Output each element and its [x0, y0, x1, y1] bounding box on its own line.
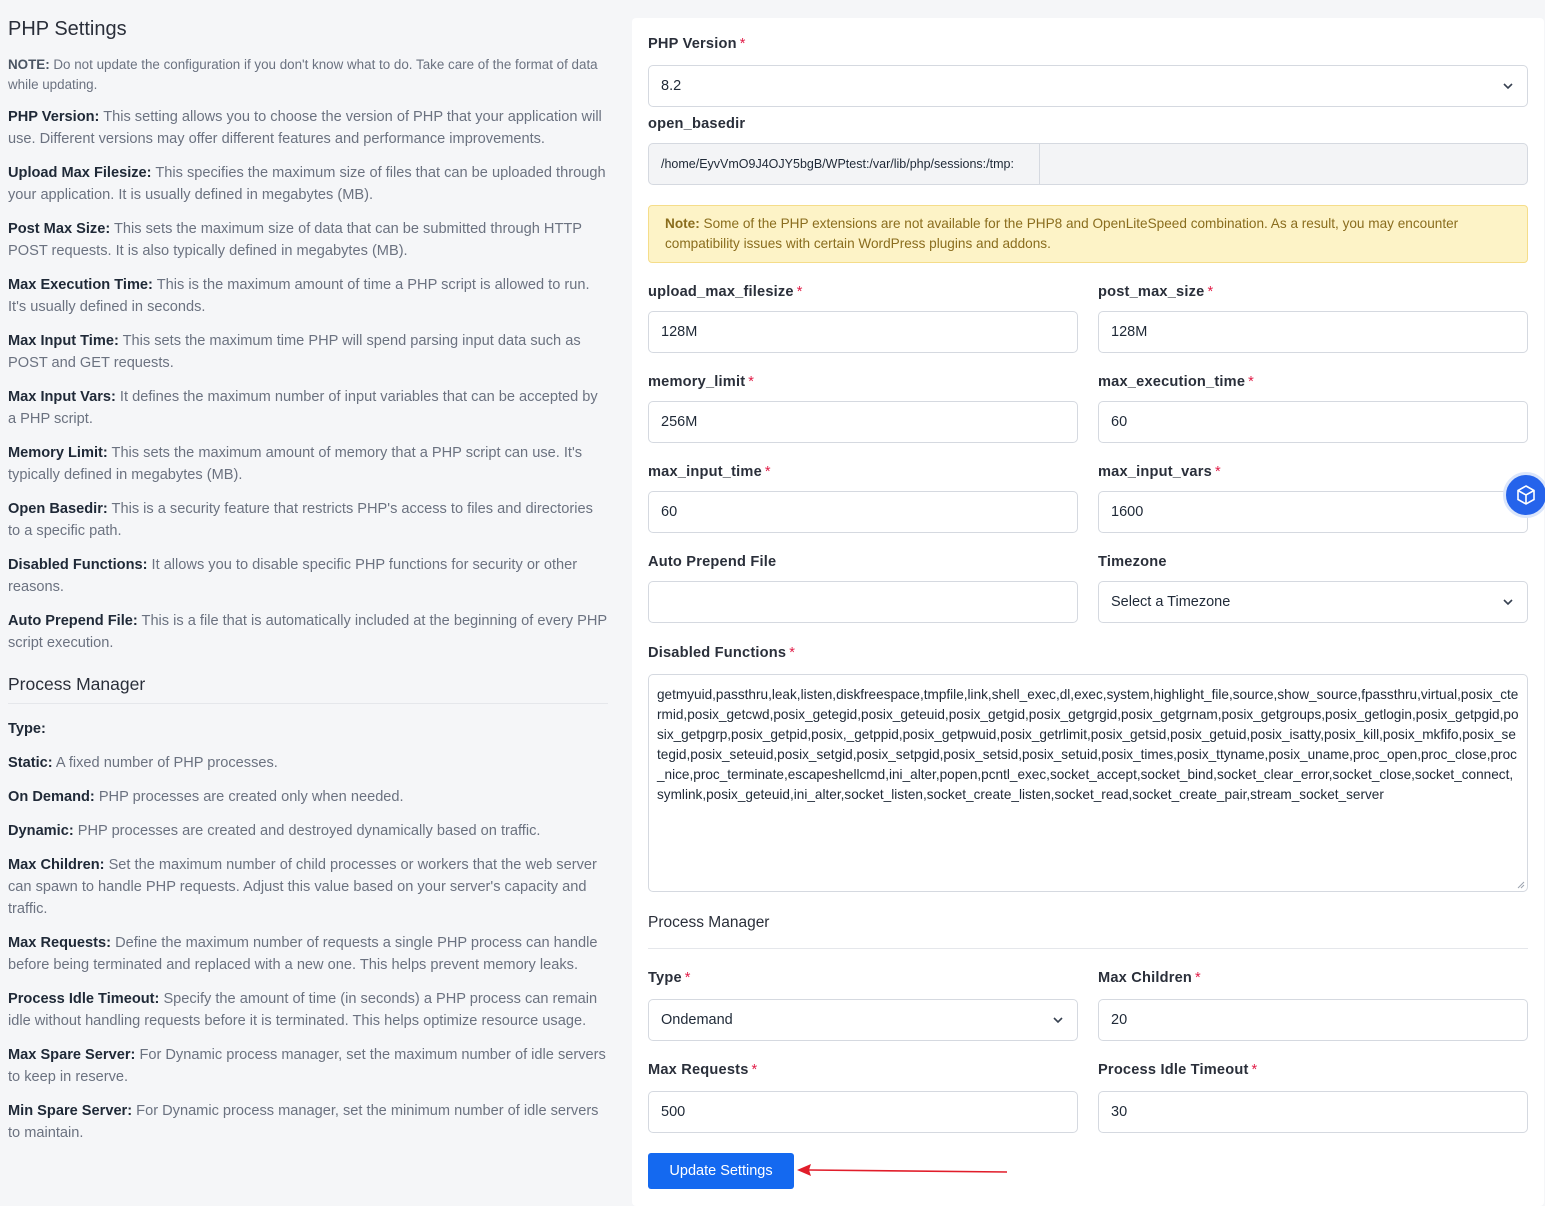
help-item-label: PHP Version: — [8, 109, 100, 125]
note-label: NOTE: — [8, 57, 50, 72]
help-item — [8, 820, 608, 842]
help-item-label: Max Execution Time: — [8, 277, 153, 293]
type-select[interactable] — [648, 999, 1078, 1041]
chevron-down-icon — [1501, 595, 1515, 609]
note-body: Do not update the configuration if you don't know what to do. Take care of the format of data while updating. — [8, 57, 598, 92]
idle-timeout-label: Process Idle Timeout * — [1098, 1062, 1258, 1078]
floating-help-button[interactable] — [1503, 472, 1545, 518]
help-item-label: Post Max Size: — [8, 221, 111, 237]
warning-text: Some of the PHP extensions are not available for the PHP8 and OpenLiteSpeed combination. As a result, you may encounter compatibility issues with certain WordPress plugins and addons. — [665, 216, 1459, 251]
note-text — [8, 55, 608, 95]
auto-prepend-label: Auto Prepend File — [648, 554, 777, 570]
open-basedir-field[interactable] — [648, 143, 1528, 185]
help-item-text: It defines the maximum number of input variables that can be accepted by a PHP script. — [8, 389, 598, 427]
help-item — [8, 610, 608, 654]
max-execution-time-input[interactable]: 60 — [1098, 401, 1528, 443]
help-item-label: Disabled Functions: — [8, 557, 148, 573]
help-item-text: This is a security feature that restricts PHP's access to files and directories to a specific path. — [8, 501, 593, 539]
help-item-label: Process Idle Timeout: — [8, 991, 160, 1007]
disabled-functions-value: getmyuid,passthru,leak,listen,diskfreespace,tmpfile,link,shell_exec,dl,exec,system,highlight_file,source,show_source,fpassthru,virtual,posix_ctermid,posix_getcwd,posix_getegid,posix_geteuid,posix_getgid,posix_getgrgid,posix_getgrnam,posix_getgroups,posix_getlogin,posix_getpgid,posix_getpgrp,posix_getpid,posix,_getppid,posix_getpwuid,posix_getrlimit,posix_getsid,posix_getuid,posix_isatty,posix_kill,posix_mkfifo,posix_setegid,posix_seteuid,posix_setgid,posix_setpgid,posix_setsid,posix_setuid,posix_times,posix_ttyname,posix_uname,proc_open,proc_close,proc_nice,proc_terminate,escapeshellcmd,ini_alter,popen,pcntl_exec,socket_accept,socket_bind,socket_clear_error,socket_close,socket_connect,symlink,posix_geteuid,ini_alter,socket_listen,socket_create_listen,socket_read,socket_create_pair,stream_socket_server — [657, 687, 1519, 802]
help-item-text: It allows you to disable specific PHP functions for security or other reasons. — [8, 557, 578, 595]
help-item-label: Max Children: — [8, 857, 105, 873]
post-max-size-input[interactable]: 128M — [1098, 311, 1528, 353]
upload-max-filesize-label: upload_max_filesize * — [648, 284, 803, 300]
php-version-label: PHP Version * — [648, 36, 746, 52]
help-item — [8, 752, 608, 774]
help-item — [8, 932, 608, 976]
red-arrow-icon — [795, 1160, 1010, 1182]
resize-handle-icon[interactable] — [1517, 881, 1525, 889]
type-value: Ondemand — [661, 1012, 733, 1028]
help-item — [8, 442, 608, 486]
divider — [648, 948, 1528, 949]
help-pm-items — [8, 718, 608, 1144]
help-item — [8, 718, 608, 740]
help-item — [8, 498, 608, 542]
help-item — [8, 274, 608, 318]
open-basedir-label: open_basedir — [648, 116, 746, 132]
help-item — [8, 988, 608, 1032]
help-item-text: This is a file that is automatically included at the beginning of every PHP script execution. — [8, 613, 607, 651]
php-version-value: 8.2 — [661, 78, 682, 94]
help-item-label: Type: — [8, 721, 46, 737]
help-item-label: Min Spare Server: — [8, 1103, 133, 1119]
help-item — [8, 1100, 608, 1144]
idle-timeout-input[interactable]: 30 — [1098, 1091, 1528, 1133]
help-item-label: Upload Max Filesize: — [8, 165, 152, 181]
help-item-label: Dynamic: — [8, 823, 74, 839]
help-item-text: This setting allows you to choose the version of PHP that your application will use. Different versions may offer different features and performance improvements. — [8, 109, 602, 147]
help-item-label: Max Input Time: — [8, 333, 119, 349]
max-children-input[interactable]: 20 — [1098, 999, 1528, 1041]
php-version-select[interactable] — [648, 65, 1528, 107]
help-item-text: This sets the maximum size of data that can be submitted through HTTP POST requests. It is also typically defined in megabytes (MB). — [8, 221, 582, 259]
help-item — [8, 106, 608, 150]
help-pm-title: Process Manager — [8, 674, 608, 704]
help-item-label: Max Input Vars: — [8, 389, 116, 405]
help-item-text: PHP processes are created and destroyed dynamically based on traffic. — [77, 823, 541, 839]
help-item-text: This sets the maximum time PHP will spend parsing input data such as POST and GET requests. — [8, 333, 581, 371]
max-input-time-input[interactable]: 60 — [648, 491, 1078, 533]
max-children-label: Max Children * — [1098, 970, 1201, 986]
help-item-text: Define the maximum number of requests a single PHP process can handle before being terminated and replaced with a new one. This helps prevent memory leaks. — [8, 935, 598, 973]
help-items — [8, 106, 608, 654]
max-input-time-label: max_input_time * — [648, 464, 771, 480]
memory-limit-input[interactable]: 256M — [648, 401, 1078, 443]
chevron-down-icon — [1501, 79, 1515, 93]
type-label: Type * — [648, 970, 691, 986]
settings-form-card — [632, 18, 1544, 1206]
help-item-text: This sets the maximum amount of memory that a PHP script can use. It's typically defined in megabytes (MB). — [8, 445, 583, 483]
help-item-text: For Dynamic process manager, set the maximum number of idle servers to keep in reserve. — [8, 1047, 606, 1085]
help-item-label: Auto Prepend File: — [8, 613, 138, 629]
post-max-size-label: post_max_size * — [1098, 284, 1214, 300]
help-item-label: Max Requests: — [8, 935, 111, 951]
max-requests-input[interactable]: 500 — [648, 1091, 1078, 1133]
help-item — [8, 554, 608, 598]
help-item-text: Set the maximum number of child processes or workers that the web server can spawn to handle PHP requests. Adjust this value based on your server's capacity and traffic. — [8, 857, 597, 917]
help-item — [8, 1044, 608, 1088]
max-execution-time-label: max_execution_time * — [1098, 374, 1255, 390]
upload-max-filesize-input[interactable]: 128M — [648, 311, 1078, 353]
help-panel — [8, 18, 608, 1156]
disabled-functions-label: Disabled Functions * — [648, 645, 796, 661]
disabled-functions-textarea[interactable] — [648, 674, 1528, 892]
compatibility-warning — [648, 205, 1528, 263]
help-item-text: A fixed number of PHP processes. — [55, 755, 278, 771]
help-item — [8, 162, 608, 206]
max-input-vars-input[interactable]: 1600 — [1098, 491, 1528, 533]
open-basedir-value: /home/EyvVmO9J4OJY5bgB/WPtest:/var/lib/php/sessions:/tmp: — [649, 144, 1040, 184]
help-item-label: Open Basedir: — [8, 501, 108, 517]
help-item — [8, 330, 608, 374]
help-item-text: Specify the amount of time (in seconds) a PHP process can remain idle without handling requests before it is terminated. This helps optimize resource usage. — [8, 991, 598, 1029]
help-item-text: This is the maximum amount of time a PHP script is allowed to run. It's usually defined in seconds. — [8, 277, 590, 315]
help-item-label: Memory Limit: — [8, 445, 108, 461]
help-item — [8, 786, 608, 808]
timezone-value: Select a Timezone — [1111, 594, 1231, 610]
timezone-select[interactable] — [1098, 581, 1528, 623]
help-item-label: On Demand: — [8, 789, 95, 805]
update-settings-button[interactable]: Update Settings — [648, 1153, 794, 1189]
chevron-down-icon — [1051, 1013, 1065, 1027]
cube-icon — [1514, 483, 1538, 507]
auto-prepend-input[interactable] — [648, 581, 1078, 623]
max-requests-label: Max Requests * — [648, 1062, 758, 1078]
help-item-text: This specifies the maximum size of files that can be uploaded through your application. It is usually defined in megabytes (MB). — [8, 165, 606, 203]
help-item-label: Static: — [8, 755, 53, 771]
max-input-vars-label: max_input_vars * — [1098, 464, 1221, 480]
warning-label: Note: — [665, 216, 700, 231]
help-item — [8, 386, 608, 430]
help-item-text: For Dynamic process manager, set the minimum number of idle servers to maintain. — [8, 1103, 599, 1141]
page-title: PHP Settings — [8, 18, 127, 40]
help-item — [8, 854, 608, 920]
help-item — [8, 218, 608, 262]
help-item-text: PHP processes are created only when needed. — [98, 789, 404, 805]
memory-limit-label: memory_limit * — [648, 374, 755, 390]
process-manager-title: Process Manager — [648, 914, 770, 931]
help-item-label: Max Spare Server: — [8, 1047, 136, 1063]
timezone-label: Timezone — [1098, 554, 1167, 570]
